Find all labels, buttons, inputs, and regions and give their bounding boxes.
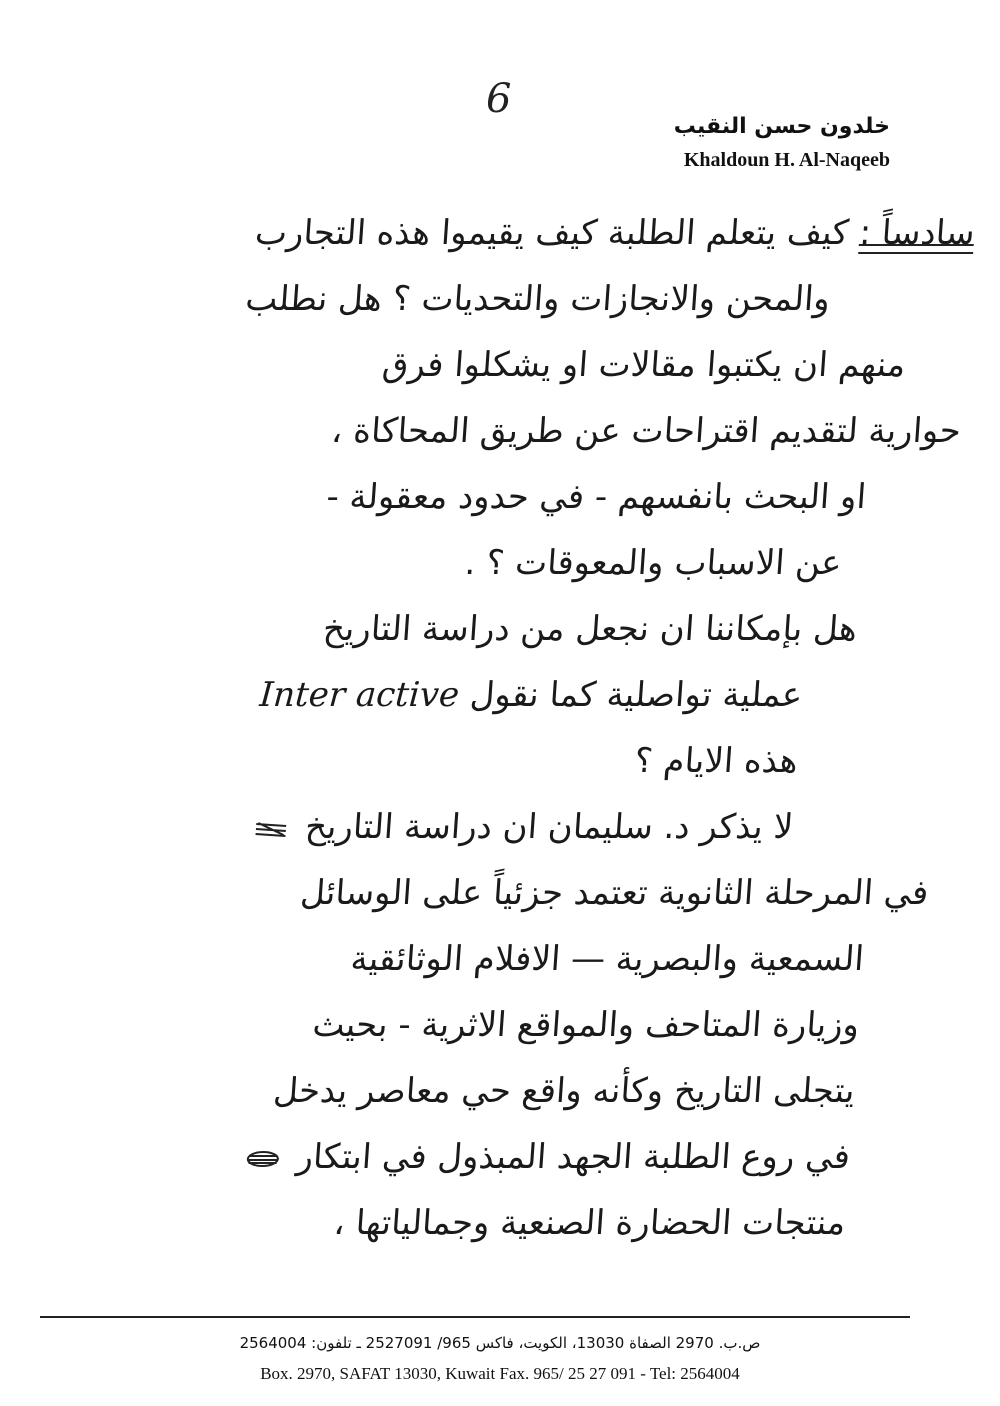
handwritten-line-4 bbox=[58, 398, 963, 464]
handwritten-body bbox=[3, 200, 977, 1256]
footer-address-english: Box. 2970, SAFAT 13030, Kuwait Fax. 965/ 25 27 091 - Tel: 2564004 bbox=[260, 1364, 740, 1383]
handwritten-line-14 bbox=[12, 1058, 917, 1124]
section-heading-text: سادساً : bbox=[858, 213, 977, 253]
section-heading bbox=[857, 200, 977, 266]
handwritten-text: السمعية والبصرية — الافلام الوثائقية bbox=[349, 939, 866, 979]
handwritten-line-7 bbox=[45, 596, 950, 662]
crossed-out-scribble bbox=[254, 820, 289, 838]
handwritten-line-3 bbox=[63, 332, 968, 398]
handwritten-line-11 bbox=[26, 860, 931, 926]
handwritten-text: والمحن والانجازات والتحديات ؟ هل نطلب bbox=[244, 279, 832, 319]
footer-divider bbox=[40, 1316, 910, 1318]
letterhead-name-arabic: خلدون حسن النقيب bbox=[673, 114, 890, 139]
handwritten-line-5 bbox=[54, 464, 959, 530]
handwritten-text: منهم ان يكتبوا مقالات او يشكلوا فرق bbox=[380, 345, 907, 385]
handwritten-line-1 bbox=[72, 200, 977, 266]
letterhead bbox=[674, 112, 890, 174]
letterhead-name-english: Khaldoun H. Al-Naqeeb bbox=[683, 149, 890, 171]
handwritten-text: في روع الطلبة الجهد المبذول في ابتكار bbox=[295, 1137, 852, 1177]
handwritten-text: في المرحلة الثانوية تعتمد جزئياً على الوسائل bbox=[298, 873, 930, 913]
handwritten-line-13 bbox=[17, 992, 922, 1058]
handwritten-text: او البحث بانفسهم - في حدود معقولة - bbox=[325, 477, 868, 517]
handwritten-line-16 bbox=[3, 1190, 908, 1256]
handwritten-text: لا يذكر د. سليمان ان دراسة التاريخ bbox=[303, 807, 795, 847]
handwritten-line-2 bbox=[68, 266, 973, 332]
crossed-out-scribble bbox=[245, 1150, 280, 1168]
latin-word: Inter active bbox=[258, 675, 461, 715]
handwritten-text: حوارية لتقديم اقتراحات عن طريق المحاكاة ، bbox=[330, 411, 963, 451]
heading-double-underline bbox=[858, 244, 974, 254]
footer bbox=[0, 1330, 1000, 1388]
handwritten-line-8 bbox=[40, 662, 945, 728]
footer-address-arabic: ص.ب. 2970 الصفاة 13030، الكويت، فاكس 965/ 2527091 ـ تلفون: 2564004 bbox=[239, 1334, 761, 1352]
handwritten-line-6 bbox=[49, 530, 954, 596]
handwritten-text: وزيارة المتاحف والمواقع الاثرية - بحيث bbox=[311, 1005, 861, 1045]
handwritten-text: كيف يتعلم الطلبة كيف يقيموا هذه التجارب bbox=[253, 213, 851, 253]
handwritten-text: عن الاسباب والمعوقات ؟ . bbox=[463, 543, 843, 583]
handwritten-line-12 bbox=[22, 926, 927, 992]
handwritten-text: عملية تواصلية كما نقول bbox=[468, 675, 804, 715]
handwritten-line-15 bbox=[8, 1124, 913, 1190]
handwritten-text: هل بإمكاننا ان نجعل من دراسة التاريخ bbox=[321, 609, 859, 649]
handwritten-line-10 bbox=[31, 794, 936, 860]
handwritten-text: يتجلى التاريخ وكأنه واقع حي معاصر يدخل bbox=[271, 1071, 857, 1111]
handwritten-line-9 bbox=[35, 728, 940, 794]
page-number: 6 bbox=[486, 76, 512, 122]
handwritten-text: هذه الايام ؟ bbox=[633, 741, 800, 781]
handwritten-text: منتجات الحضارة الصنعية وجمالياتها ، bbox=[332, 1203, 847, 1243]
